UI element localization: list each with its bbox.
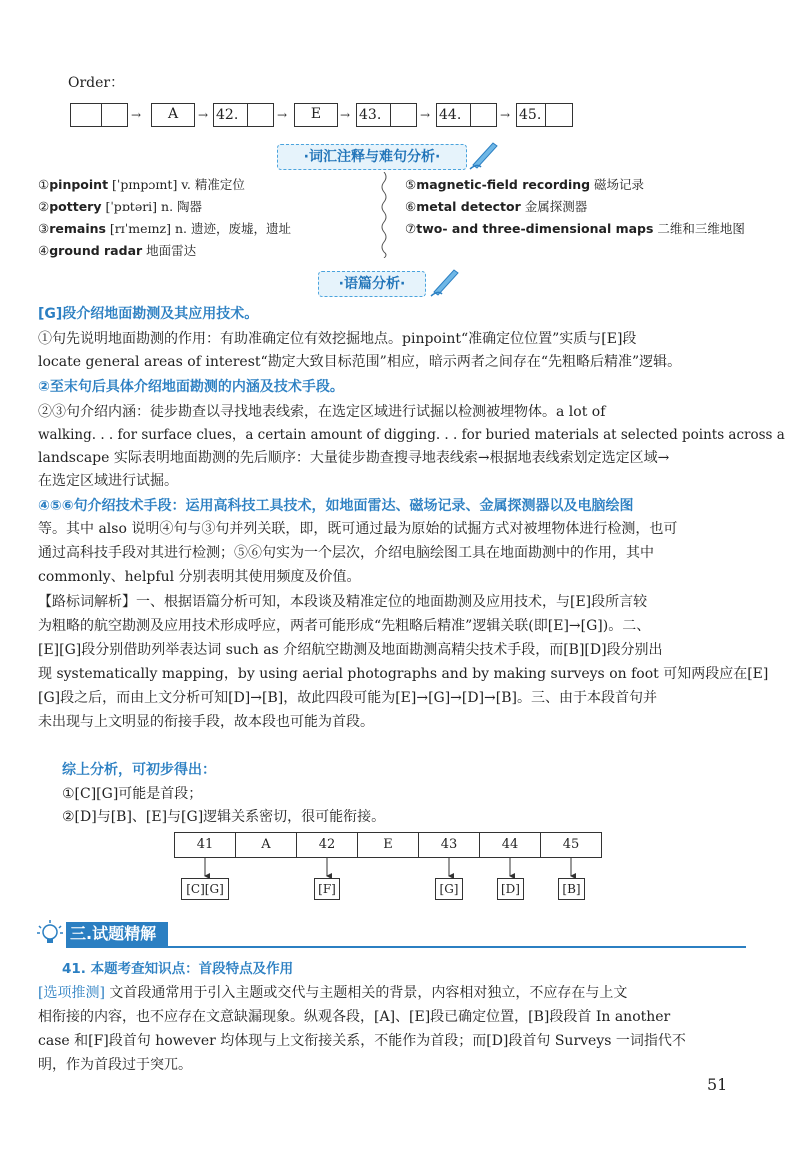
page-number: 51 <box>707 1075 728 1094</box>
answer-43: [G] <box>435 878 463 900</box>
section3-underline <box>66 946 746 948</box>
summary-item-1: ①[C][G]可能是首段； <box>62 786 203 802</box>
passage-line-18: 未出现与上文明显的衔接手段，故本段也可能为首段。 <box>38 714 374 730</box>
section3-title: 三.试题精解 <box>70 924 157 943</box>
answer-45: [B] <box>558 878 585 900</box>
arrow-4: → <box>340 108 351 122</box>
vocab-item-6: ⑥metal detector 金属探测器 <box>405 199 588 214</box>
summary-heading: 综上分析，可初步得出： <box>62 762 216 778</box>
diagram-cell-43: 43 <box>418 832 480 858</box>
passage-line-11: 通过高科技手段对其进行检测；⑤⑥句实为一个层次，介绍电脑绘图工具在地面勘测中的作用，其中 <box>38 545 654 561</box>
passage-line-1: [G]段介绍地面勘测及其应用技术。 <box>38 306 259 322</box>
diagram-cell-44: 44 <box>479 832 541 858</box>
diagram-cell-E: E <box>357 832 419 858</box>
passage-line-10: 等。其中 also 说明④句与③句并列关联，即，既可通过最为原始的试掘方式对被埋物体进行检测，也可 <box>38 521 678 537</box>
order-slot-A: A <box>151 103 195 127</box>
passage-line-4: ②至末句后具体介绍地面勘测的内涵及技术手段。 <box>38 379 344 395</box>
answer-42: [F] <box>314 878 340 900</box>
diagram-cell-45: 45 <box>540 832 602 858</box>
question-41-heading: 41. 本题考查知识点：首段特点及作用 <box>62 961 294 977</box>
passage-section-title: ·语篇分析· <box>318 271 426 297</box>
order-slot-44: 44. <box>439 107 462 123</box>
passage-line-5: ②③句介绍内涵：徒步勘查以寻找地表线索，在选定区域进行试掘以检测被埋物体。a lot of <box>38 404 606 420</box>
diagram-cell-42: 42 <box>296 832 358 858</box>
answer-41: [C][G] <box>181 878 229 900</box>
diagram-cell-A: A <box>235 832 297 858</box>
order-slot-45: 45. <box>519 107 542 123</box>
summary-item-2: ②[D]与[B]、[E]与[G]逻辑关系密切，很可能衔接。 <box>62 809 386 825</box>
vocab-item-3: ③remains [rɪˈmeɪnz] n. 遗迹，废墟，遗址 <box>38 221 291 236</box>
question-41-line-4: 明，作为首段过于突兀。 <box>38 1057 192 1073</box>
order-slot-43: 43. <box>359 107 382 123</box>
order-label: Order： <box>68 75 125 91</box>
question-41-line-3: case 和[F]段首句 however 均体现与上文衔接关系，不能作为首段；而[D]段首句 Surveys 一词指代不 <box>38 1033 686 1049</box>
passage-line-14: 为粗略的航空勘测及应用技术形成呼应，两者可能形成“先粗略后精准”逻辑关联(即[E]→[G])。二、 <box>38 618 651 634</box>
passage-line-16: 现 systematically mapping，by using aerial photographs and by making surveys on foot 可知两段应在[E] <box>38 666 769 682</box>
passage-line-7: landscape 实际表明地面勘测的先后顺序：大量徒步勘查搜寻地表线索→根据地表线索划定选定区域→ <box>38 450 670 466</box>
passage-line-17: [G]段之后，而由上文分析可知[D]→[B]，故此四段可能为[E]→[G]→[D]→[B]。三、由于本段首句并 <box>38 690 657 706</box>
diagram-cell-41: 41 <box>174 832 236 858</box>
arrow-2: → <box>198 108 209 122</box>
vocab-item-1: ①pinpoint [ˈpɪnpɔɪnt] v. 精准定位 <box>38 177 245 192</box>
passage-line-2: ①句先说明地面勘测的作用：有助准确定位有效挖掘地点。pinpoint“准确定位位置”实质与[E]段 <box>38 331 637 347</box>
question-41-line-1: [选项推测] 文首段通常用于引入主题或交代与主题相关的背景，内容相对独立，不应存在与上文 <box>38 985 628 1001</box>
passage-line-3: locate general areas of interest“勘定大致目标范围”相应，暗示两者之间存在“先粗略后精准”逻辑。 <box>38 354 682 370</box>
passage-line-6: walking. . . for surface clues，a certain amount of digging. . . for buried materials at selected points across a <box>38 427 785 443</box>
vocab-item-4: ④ground radar 地面雷达 <box>38 243 197 258</box>
vocab-section-title: ·词汇注释与难句分析· <box>277 144 467 170</box>
arrow-6: → <box>500 108 511 122</box>
arrow-3: → <box>277 108 288 122</box>
lightbulb-icon <box>34 918 66 950</box>
passage-line-15: [E][G]段分别借助列举表达词 such as 介绍航空勘测及地面勘测高精尖技术手段，而[B][D]段分别出 <box>38 642 663 658</box>
order-slot-42: 42. <box>216 107 239 123</box>
vocab-item-5: ⑤magnetic-field recording 磁场记录 <box>405 177 645 192</box>
passage-line-13: 【路标词解析】一、根据语篇分析可知，本段谈及精准定位的地面勘测及应用技术，与[E]段所言较 <box>38 594 648 610</box>
vocab-item-7: ⑦two- and three-dimensional maps 二维和三维地图 <box>405 221 745 236</box>
arrow-1: → <box>131 108 142 122</box>
question-41-line-2: 相衔接的内容，也不应存在文意缺漏现象。纵观各段，[A]、[E]段已确定位置，[B]段段首 In another <box>38 1009 671 1025</box>
passage-line-8: 在选定区域进行试掘。 <box>38 473 178 489</box>
order-slot-E: E <box>294 103 338 127</box>
passage-line-12: commonly、helpful 分别表明其使用频度及价值。 <box>38 569 361 585</box>
vocab-item-2: ②pottery [ˈpɒtəri] n. 陶器 <box>38 199 203 214</box>
arrow-5: → <box>420 108 431 122</box>
answer-44: [D] <box>497 878 524 900</box>
passage-line-9: ④⑤⑥句介绍技术手段：运用高科技工具技术，如地面雷达、磁场记录、金属探测器以及电脑绘图 <box>38 498 634 514</box>
